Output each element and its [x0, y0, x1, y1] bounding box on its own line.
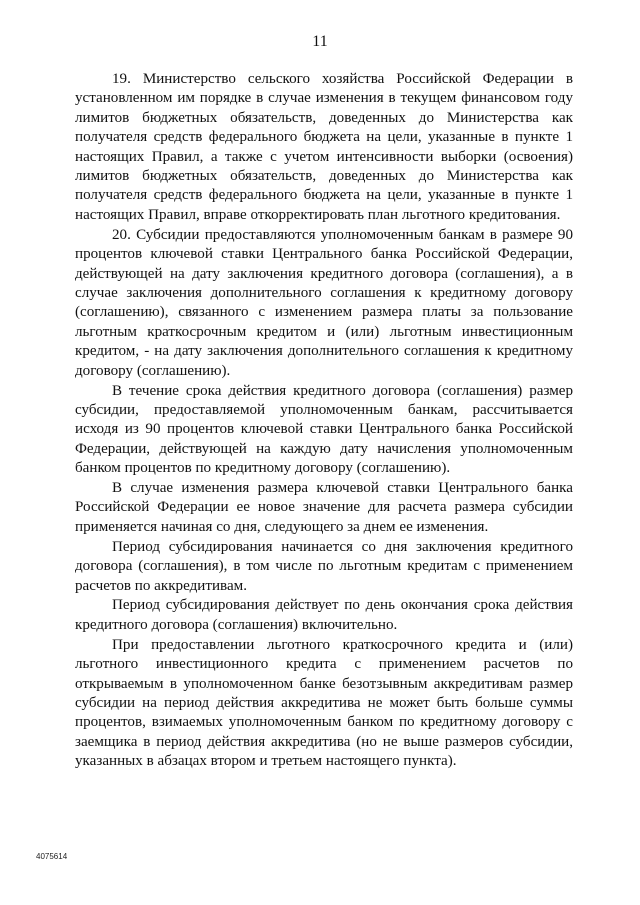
paragraph-20-rate-change: В случае изменения размера ключевой ставки Центрального банка Российской Федерации ее новое значение для расчета размера субсидии применяется начиная со дня, следующего за днем ее изменения.: [75, 480, 573, 535]
document-code: 4075614: [36, 852, 68, 861]
paragraph-20: 20. Субсидии предоставляются уполномоченным банкам в размере 90 процентов ключевой ставки Центрального банка Российской Федерации, действующей на дату заключения кредитного договора (соглашения), а в случае заключения дополнительного соглашения к кредитному договору (соглашению), связанного с изменением размера платы за пользование льготным краткосрочным кредитом и (или) льготным инвестиционным кредитом, - на дату заключения дополнительного соглашения к кредитному договору (соглашению).: [75, 226, 573, 379]
document-body: [75, 70, 573, 772]
paragraph-20-subsidy-term: В течение срока действия кредитного договора (соглашения) размер субсидии, предоставляемой уполномоченным банкам, рассчитывается исходя из 90 процентов ключевой ставки Центрального банка Российской Федерации, действующей на каждую дату начисления уполномоченным банком процентов по кредитному договору (соглашению).: [75, 382, 573, 477]
paragraph-20-period-end: Период субсидирования действует по день окончания срока действия кредитного договора (соглашения) включительно.: [75, 597, 573, 633]
paragraph-20-period-start: Период субсидирования начинается со дня заключения кредитного договора (соглашения), в том числе по льготным кредитам с применением расчетов по аккредитивам.: [75, 538, 573, 594]
page-number: 11: [312, 33, 328, 50]
paragraph-20-letter-of-credit: При предоставлении льготного краткосрочного кредита и (или) льготного инвестиционного кредита с применением расчетов по открываемым в уполномоченном банке безотзывным аккредитивам размер субсидии на период действия аккредитива не может быть больше суммы процентов, взимаемых уполномоченным банком по кредитному договору с заемщика в период действия аккредитива (но не выше размеров субсидии, указанных в абзацах втором и третьем настоящего пункта).: [75, 636, 573, 770]
paragraph-19: 19. Министерство сельского хозяйства Российской Федерации в установленном им порядке в случае изменения в текущем финансовом году лимитов бюджетных обязательств, доведенных до Министерства как получателя средств федерального бюджета на цели, указанные в пункте 1 настоящих Правил, а также с учетом интенсивности выборки (освоения) лимитов бюджетных обязательств, доведенных до Министерства как получателя средств федерального бюджета на цели, указанные в пункте 1 настоящих Правил, вправе откорректировать план льготного кредитования.: [75, 71, 573, 223]
